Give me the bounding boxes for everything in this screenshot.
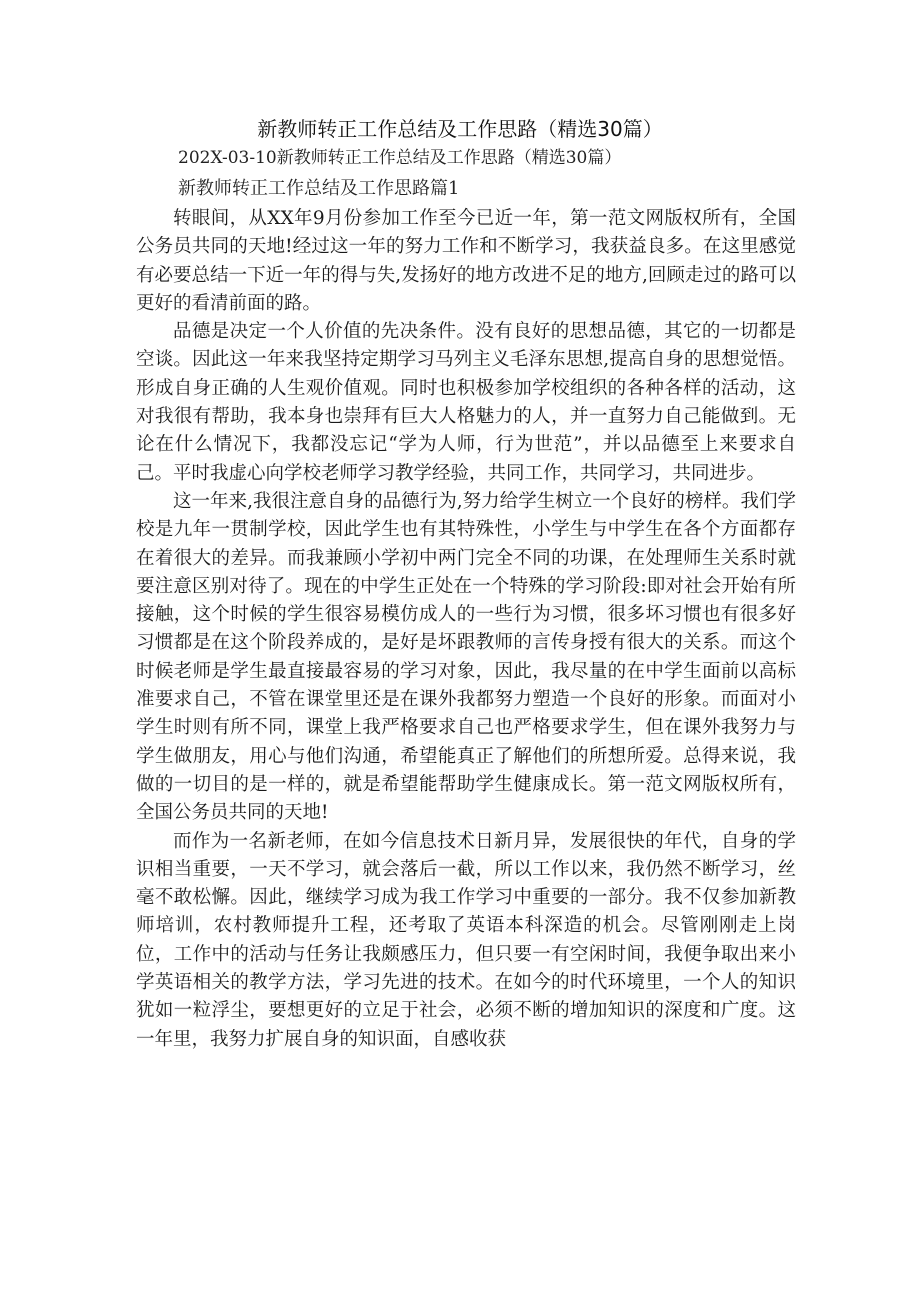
document-date-line: 202X-03-10新教师转正工作总结及工作思路（精选30篇） — [178, 148, 622, 168]
paragraph: 转眼间，从XX年9月份参加工作至今已近一年，第一范文网版权所有，全国公务员共同的天地!经过这一年的努力工作和不断学习，我获益良多。在这里感觉有必要总结一下近一年的得与失,发扬好的地方改进不足的地方,回顾走过的路可以更好的看清前面的路。 — [136, 208, 796, 314]
document-body — [136, 205, 796, 1054]
section-heading: 新教师转正工作总结及工作思路篇1 — [178, 178, 460, 199]
paragraph: 品德是决定一个人价值的先决条件。没有良好的思想品德，其它的一切都是空谈。因此这一年来我坚持定期学习马列主义毛泽东思想,提高自身的思想觉悟。形成自身正确的人生观价值观。同时也积极参加学校组织的各种各样的活动，这对我很有帮助，我本身也崇拜有巨大人格魅力的人，并一直努力自己能做到。无论在什么情况下，我都没忘记“学为人师，行为世范”，并以品德至上来要求自己。平时我虚心向学校老师学习教学经验，共同工作，共同学习，共同进步。 — [136, 321, 796, 484]
paragraph: 而作为一名新老师，在如今信息技术日新月异，发展很快的年代，自身的学识相当重要，一天不学习，就会落后一截，所以工作以来，我仍然不断学习，丝毫不敢松懈。因此，继续学习成为我工作学习中重要的一部分。我不仅参加新教师培训，农村教师提升工程，还考取了英语本科深造的机会。尽管刚刚走上岗位，工作中的活动与任务让我颇感压力，但只要一有空闲时间，我便争取出来小学英语相关的教学方法，学习先进的技术。在如今的时代环境里，一个人的知识犹如一粒浮尘，要想更好的立足于社会，必须不断的增加知识的深度和广度。这一年里，我努力扩展自身的知识面，自感收获 — [136, 830, 796, 1050]
document-title: 新教师转正工作总结及工作思路（精选30篇） — [257, 117, 663, 141]
paragraph: 这一年来,我很注意自身的品德行为,努力给学生树立一个良好的榜样。我们学校是九年一贯制学校，因此学生也有其特殊性，小学生与中学生在各个方面都存在着很大的差异。而我兼顾小学初中两门完全不同的功课，在处理师生关系时就要注意区别对待了。现在的中学生正处在一个特殊的学习阶段:即对社会开始有所接触，这个时候的学生很容易模仿成人的一些行为习惯，很多坏习惯也有很多好习惯都是在这个阶段养成的，是好是坏跟教师的言传身授有很大的关系。而这个时候老师是学生最直接最容易的学习对象，因此，我尽量的在中学生面前以高标准要求自己，不管在课堂里还是在课外我都努力塑造一个良好的形象。而面对小学生时则有所不同，课堂上我严格要求自己也严格要求学生，但在课外我努力与学生做朋友，用心与他们沟通，希望能真正了解他们的所想所爱。总得来说，我做的一切目的是一样的，就是希望能帮助学生健康成长。第一范文网版权所有，全国公务员共同的天地! — [136, 490, 796, 824]
